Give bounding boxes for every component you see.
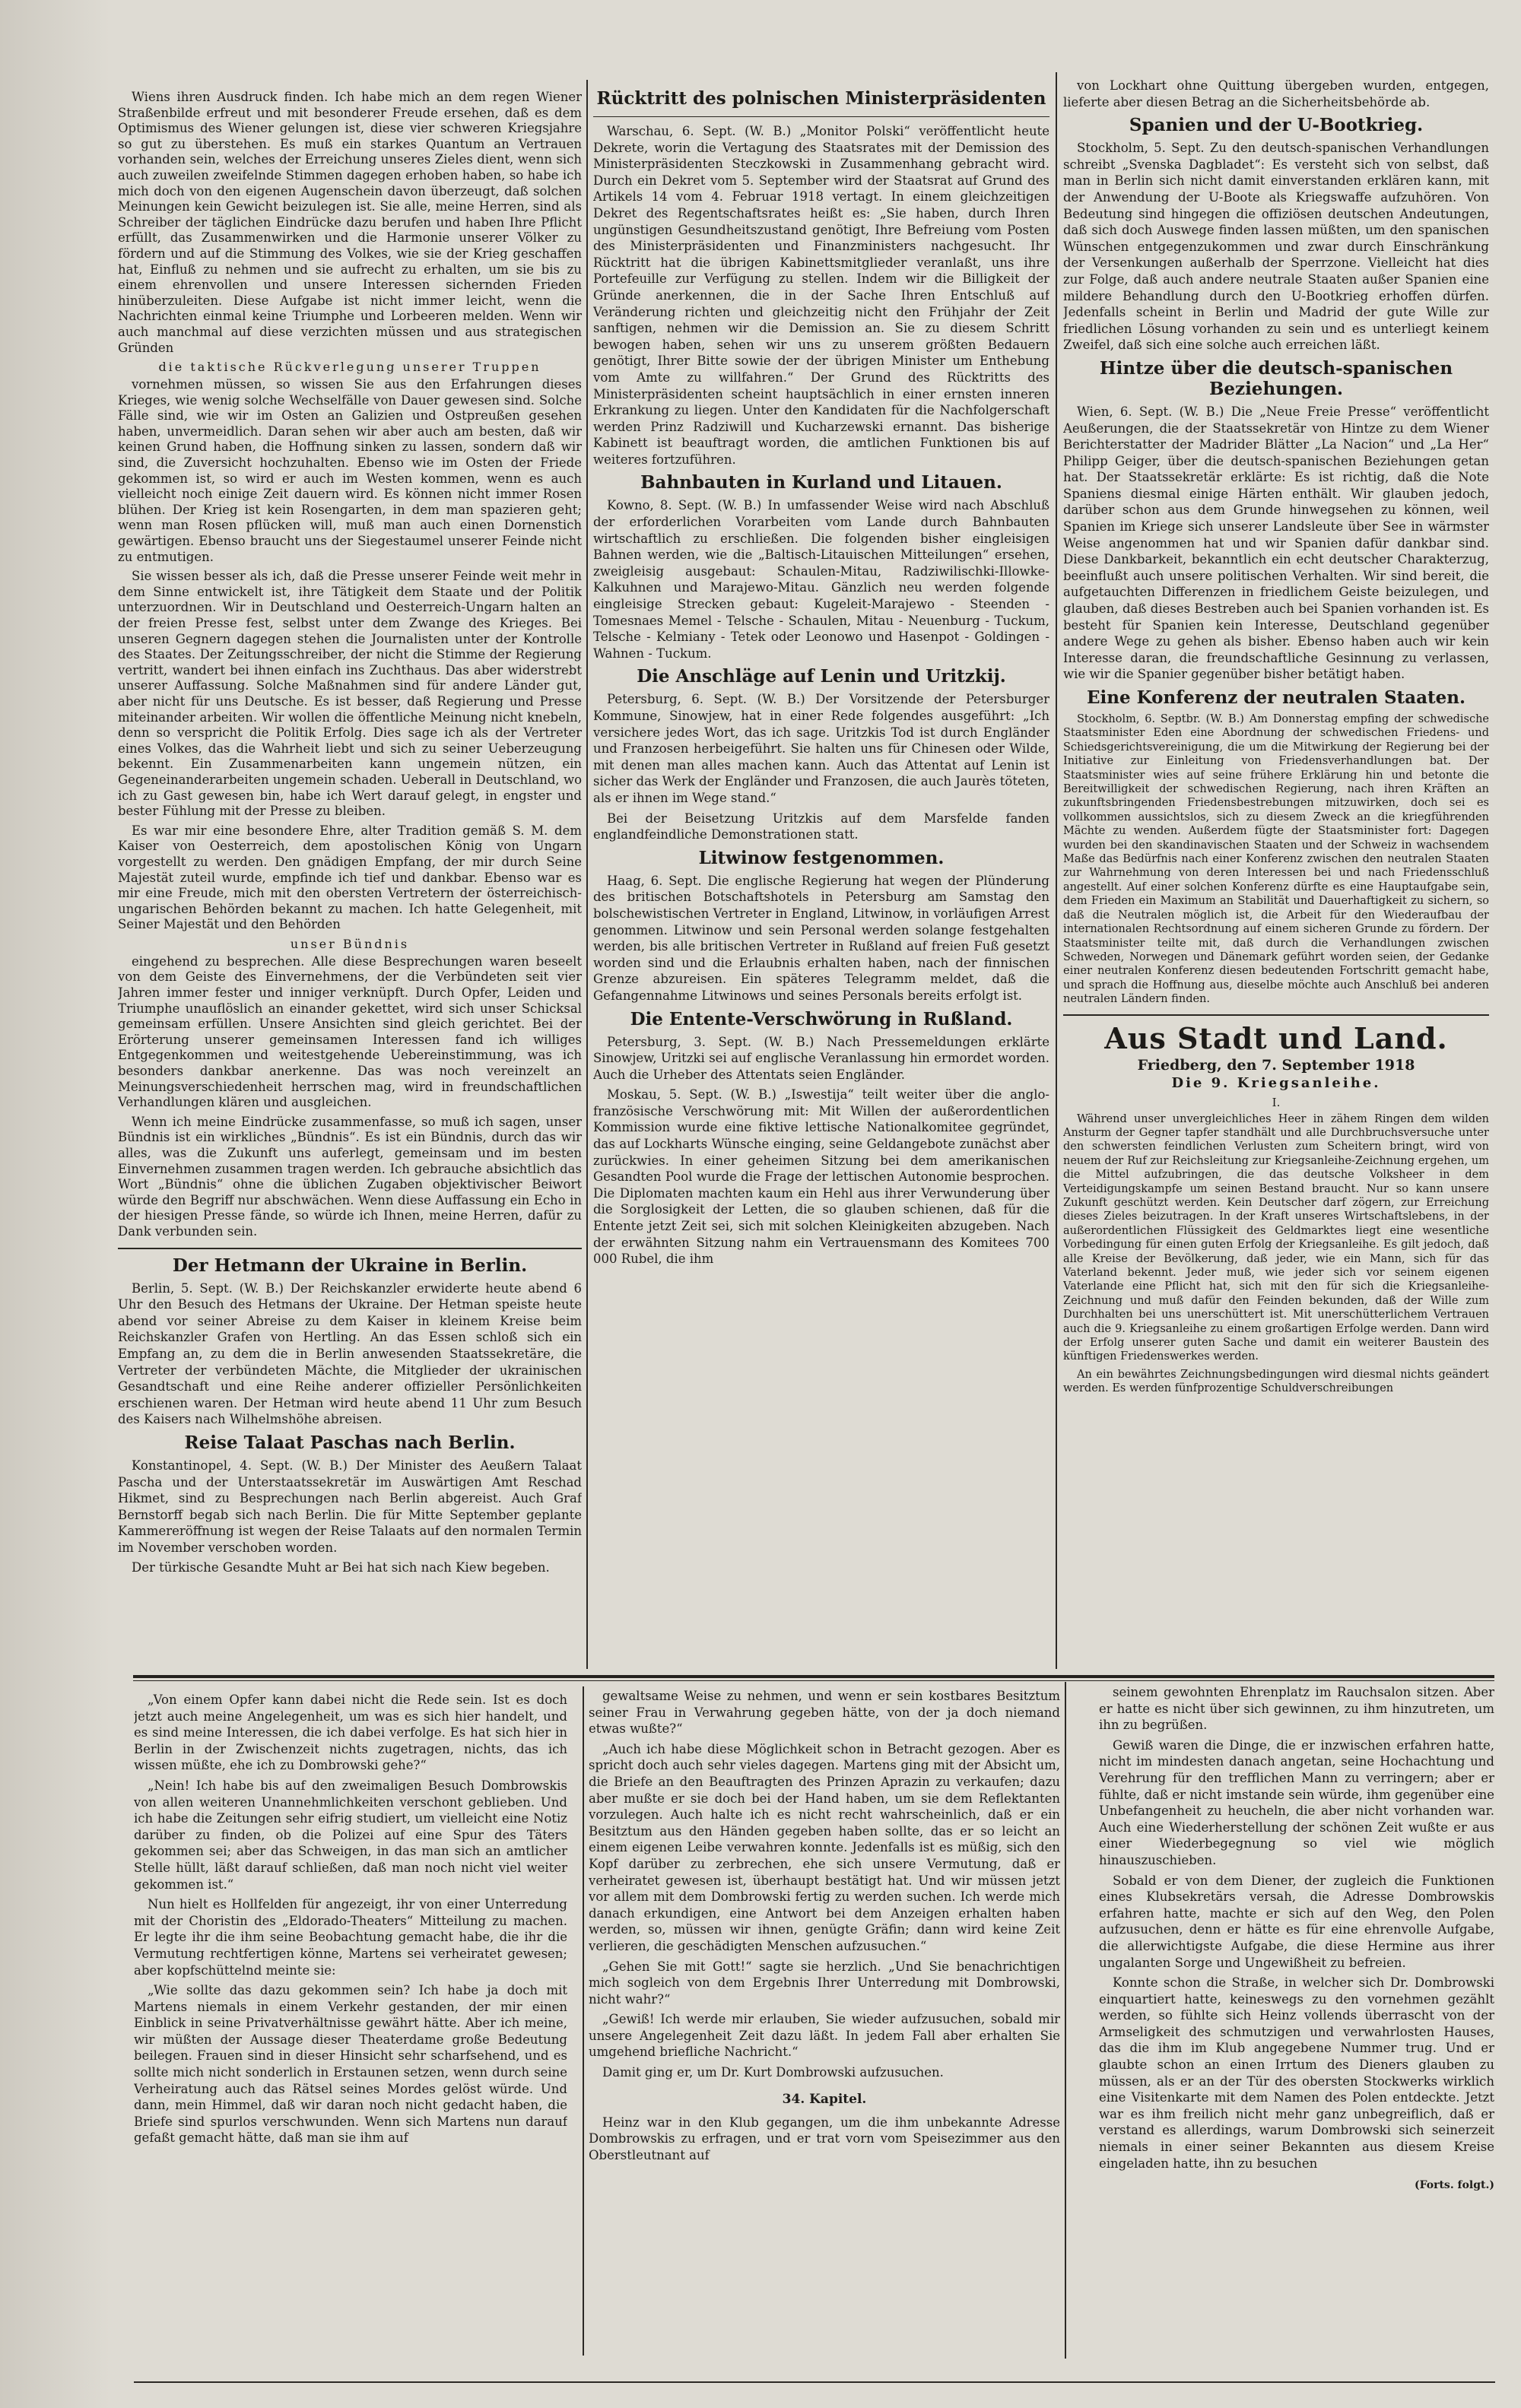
article-paragraph: Stockholm, 5. Sept. Zu den deutsch-spanischen Verhandlungen schreibt „Svenska Dagbladet“: Es versteht sich von selbst, daß man in Berlin sich nicht damit einverstanden erklären kann, mit der Anwendung der U-Boote als Kriegswaffe aufzuhören. Von Bedeutung sind hingegen die offiziösen deutschen Andeutungen, daß sich doch Auswege finden lassen müßten, um den spanischen Wünschen entgegenzukommen und zwar durch Einschränkung der Versenkungen außerhalb der Sperrzone. Vielleicht hat dies zur Folge, daß auch andere neutrale Staaten außer Spanien eine mildere Behandlung durch den U-Bootkrieg erhoffen dürfen. Jedenfalls scheint in Berlin und Madrid der gute Wille zur friedlichen Lösung vorhanden zu sein und es unterliegt keinem Zweifel, daß sich eine solche auch erreichen läßt. xyxy=(1063,141,1489,353)
column-divider xyxy=(1056,72,1057,1669)
column-3 xyxy=(1063,78,1489,1667)
story-paragraph: „Gewiß! Ich werde mir erlauben, Sie wieder aufzusuchen, sobald mir unsere Angelegenheit Zeit dazu läßt. In jedem Fall aber erhalten Sie umgehend briefliche Nachricht.“ xyxy=(589,2012,1060,2060)
article-paragraph: Wenn ich meine Eindrücke zusammenfasse, so muß ich sagen, unser Bündnis ist ein wirkliches „Bündnis“. Es ist ein Bündnis, durch das wir alles, was die Zukunft uns auferlegt, gemeinsam und im besten Einvernehmen zusammen tragen werden. Ich gebrauche absichtlich das Wort „Bündnis“ ohne die üblichen Zugaben objektivischer Beiwort würde den Begriff nur abschwächen. Wenn diese Auffassung ein Echo in der hiesigen Presse fände, so würde ich Ihnen, meine Herren, dafür zu Dank verbunden sein. xyxy=(118,1114,582,1239)
article-paragraph: Während unser unvergleichliches Heer in zähem Ringen dem wilden Ansturm der Gegner tapfer standhält und alle Durchbruchsversuche unter den schwersten feindlichen Verlusten zum Scheitern bringt, wird von neuem der Ruf zur Reichsleitung zur Kriegsanleihe-Zeichnung ergehen, um die Mittel aufzubringen, die das deutsche Volksheer in dem Verteidigungskampfe um seinen Bestand braucht. Nur so kann unsere Zukunft geschützt werden. Kein Deutscher darf zögern, zur Erreichung dieses Zieles beizutragen. In der Kraft unseres Wirtschaftslebens, in der außerordentlichen Flüssigkeit des Geldmarktes liegt eine wesentliche Vorbedingung für einen guten Erfolg der Kriegsanleihe. Es gilt jedoch, daß alle Kreise der Bevölkerung, daß jeder, wie ein Mann, sich für das Vaterland bekennt. Jeder muß, wie jeder sich vor seinem eigenen Vaterlande eine Pflicht hat, sich mit den für sich die Kriegsanleihe-Zeichnung und muß dafür den Feinden bekunden, daß der Wille zum Durchhalten bei uns unerschüttert ist. Mit unerschütterlichem Vertrauen auch die 9. Kriegsanleihe zu einem großartigen Erfolge werden. Dann wird der Erfolg unserer guten Sache und damit ein weiterer Baustein des künftigen Friedenswerkes werden. xyxy=(1063,1112,1489,1363)
article-paragraph: Bei der Beisetzung Uritzkis auf dem Marsfelde fanden englandfeindliche Demonstrationen statt. xyxy=(593,811,1049,842)
article-paragraph: Konstantinopel, 4. Sept. (W. B.) Der Minister des Aeußern Talaat Pascha und der Unterstaatssekretär im Auswärtigen Amt Reschad Hikmet, sind zu Besprechungen nach Berlin abgereist. Auch Graf Bernstorff begab sich nach Berlin. Die für Mitte September geplante Kammereröffnung ist wegen der Reise Talaats auf den normalen Termin im November verschoben worden. xyxy=(118,1458,582,1555)
article-paragraph: An ein bewährtes Zeichnungsbedingungen wird diesmal nichts geändert werden. Es werden fünfprozentige Schuldverschreibungen xyxy=(1063,1368,1489,1395)
headline-bahnbauten: Bahnbauten in Kurland und Litauen. xyxy=(640,472,1002,493)
article-paragraph: Wien, 6. Sept. (W. B.) Die „Neue Freie Presse“ veröffentlicht Aeußerungen, die der Staatssekretär von Hintze zu dem Wiener Berichterstatter der Madrider Blätter „La Nacion“ und „La Her“ Philipp Geiger, über die deutsch-spanischen Beziehungen getan hat. Der Staatssekretär erklärte: Es ist richtig, daß die Note Spaniens diesmal einige Härten enthält. Wir glauben jedoch, darüber schon aus dem Grunde hinwegsehen zu können, weil Spanien im Kriege sich unserer Landsleute über See in wärmster Weise angenommen hat und wir Spanien dafür dankbar sind. Diese Dankbarkeit, bekanntlich ein echt deutscher Charakterzug, beeinflußt auch unsere politischen Verhalten. Wir sind bereit, die aufgetauchten Differenzen in friedlichem Geiste beizulegen, und glauben, daß dieses Bestreben auch bei Spanien vorhanden ist. Es besteht für Spanien kein Interesse, Deutschland gegenüber andere Wege zu gehen als bisher. Ebenso haben auch wir kein Interesse daran, die freundschaftliche Gesinnung zu verlassen, wie wir die Spanier gegenüber bisher betätigt haben. xyxy=(1063,404,1489,682)
section-title-stadt-land: Aus Stadt und Land. xyxy=(1104,1020,1448,1055)
spaced-subheading: unser Bündnis xyxy=(290,936,410,951)
section-rule xyxy=(1063,1014,1489,1016)
article-paragraph: Wiens ihren Ausdruck finden. Ich habe mich an dem regen Wiener Straßenbilde erfreut und mit besonderer Freude ersehen, daß es dem Optimismus des Wiener gelungen ist, diese vier schweren Kriegsjahre so gut zu überstehen. Es muß ein starkes Quantum an Vertrauen vorhanden sein, welches der Erreichung unseres Zieles dient, wenn sich auch zuweilen zweifelnde Stimmen dagegen erhoben haben, so habe ich mich doch von den eigenen Augenschein davon überzeugt, daß solchen Meinungen kein Gewicht beizulegen ist. Sie alle, meine Herren, sind als Schreiber der täglichen Eindrücke dazu berufen und haben Ihre Pflicht erfüllt, das Zusammenwirken und die Harmonie unserer Völker zu fördern und auf die Stimmung des Volkes, wie sie der Krieg geschaffen hat, Einfluß zu nehmen und sie aufrecht zu erhalten, um sie bis zu einem ehrenvollen und unsere Interessen sichernden Frieden hinüberzuleiten. Diese Aufgabe ist nicht immer leicht, wenn die Nachrichten einmal keine Triumphe und Lorbeeren melden. Wenn wir auch manchmal auf diese verzichten müssen und aus strategischen Gründen xyxy=(118,90,582,355)
headline-litwinow: Litwinow festgenommen. xyxy=(698,847,945,868)
headline-hintze: Hintze über die deutsch-spanischen Beziehungen. xyxy=(1099,357,1453,399)
feuilleton-column-3 xyxy=(1099,1684,1494,2368)
article-paragraph: von Lockhart ohne Quittung übergeben wurden, entgegen, lieferte aber diesen Betrag an die Sicherheitsbehörde ab. xyxy=(1063,78,1489,109)
article-paragraph: Stockholm, 6. Septbr. (W. B.) Am Donnerstag empfing der schwedische Staatsminister Eden eine Abordnung der schwedischen Friedens- und Schiedsgerichtsvereinigung, die um die Mitwirkung der Regierung bei der Initiative zur Einleitung von Friedensverhandlungen bat. Der Staatsminister wies auf seine frühere Erklärung hin und betonte die Bereitwilligkeit der schwedischen Regierung, nach ihren Kräften an zukunftsbringenden Friedensbestrebungen mitzuwirken, doch sei es vollkommen aussichtslos, sich zu diesem Zweck an die kriegführenden Mächte zu wenden. Außerdem fügte der Staatsminister fort: Dagegen wurden bei den skandinavischen Staaten und der Schweiz in wachsendem Maße das Bedürfnis nach einer Konferenz zwischen den neutralen Staaten zur Wahrnehmung von deren Interessen bei und nach Friedensschluß angestellt. Auf einer solchen Konferenz dürfte es eine Hauptaufgabe sein, dem Frieden ein Maximum an Stabilität und Dauerhaftigkeit zu sichern, so daß die Neutralen möglich ist, die Arbeit für den Wiederaufbau der internationalen Rechtsordnung auf einem sicheren Grunde zu fördern. Der Staatsminister teilte mit, daß durch die Verhandlungen zwischen Schweden, Norwegen und Dänemark geführt worden seien, der Gedanke einer neutralen Konferenz diesen bedeutenden Fortschritt gemacht habe, und sprach die Hoffnung aus, dieselbe möchte auch Anschluß bei anderen neutralen Ländern finden. xyxy=(1063,713,1489,1006)
column-1 xyxy=(118,90,582,1664)
article-paragraph: Moskau, 5. Sept. (W. B.) „Iswestija“ teilt weiter über die anglo-französische Verschwörung mit: Mit Willen der außerordentlichen Kommission wurde eine fiktive lettische Nationalkomitee gegründet, das auf Lockharts Wünsche einging, seine Geldangebote zunächst aber zurückwies. In einer geheimen Sitzung bei dem amerikanischen Gesandten Pool wurde die Frage der lettischen Autonomie besprochen. Die Diplomaten machten kaum ein Hehl aus ihrer Verwunderung über die Sorglosigkeit der Letten, die so glauben schienen, daß für die Entente jetzt Zeit sei, sich mit solchen Kleinigkeiten abzugeben. Nach der erwähnten Sitzung nahm ein Vertrauensmann des Komitees 700 000 Rubel, die ihm xyxy=(593,1087,1049,1267)
headline-anschlaege: Die Anschläge auf Lenin und Uritzkij. xyxy=(637,666,1006,687)
article-paragraph: Warschau, 6. Sept. (W. B.) „Monitor Polski“ veröffentlicht heute Dekrete, worin die Vertagung des Staatsrates mit der Demission des Ministerpräsidenten Steczkowski in Zusammenhang gebracht wird. Durch ein Dekret vom 5. September wird der Staatsrat auf Grund des Artikels 14 vom 4. Februar 1918 vertagt. In einem gleichzeitigen Dekret des Regentschaftsrates heißt es: „Sie haben, durch Ihren ungünstigen Gesundheitszustand genötigt, Ihre Befreiung vom Posten des Ministerpräsidenten und Finanzministers nachgesucht. Ihr Rücktritt hat die übrigen Kabinettsmitglieder veranlaßt, uns ihre Portefeuille zur Verfügung zu stellen. Indem wir die Billigkeit der Gründe anerkennen, die in der Sache Ihren Entschluß auf Veränderung richten und gleichzeitig nicht den Frühjahr der Zeit sanftigen, nehmen wir die Demission an. Sie zu diesem Schritt bewogen haben, sehen wir uns zu unserem größten Bedauern genötigt, Ihrer Bitte sowie der der übrigen Minister um Enthebung vom Amte zu willfahren.“ Der Grund des Rücktritts des Ministerpräsidenten scheint hauptsächlich in einer ernsten inneren Erkrankung zu liegen. Unter den Kandidaten für die Nachfolgerschaft werden Prinz Radziwill und Kucharzewski ernannt. Das bisherige Kabinett ist beauftragt worden, die amtlichen Funktionen bis auf weiteres fortzuführen. xyxy=(593,124,1049,467)
story-paragraph: Heinz war in den Klub gegangen, um die ihm unbekannte Adresse Dombrowskis zu erfragen, und er trat vorn vom Speisezimmer aus den Oberstleutnant auf xyxy=(589,2115,1060,2162)
story-paragraph: seinem gewohnten Ehrenplatz im Rauchsalon sitzen. Aber er hatte es nicht über sich gewinnen, zu ihm hinzutreten, um ihn zu begrüßen. xyxy=(1099,1685,1494,1733)
column-divider xyxy=(583,1686,584,2356)
headline-ruecktritt: Rücktritt des polnischen Ministerpräsidenten xyxy=(596,88,1046,109)
feuilleton-divider-thin xyxy=(133,1680,1494,1681)
story-paragraph: gewaltsame Weise zu nehmen, und wenn er sein kostbares Besitztum seiner Frau in Verwahrung gegeben hätte, von der ja doch niemand etwas wußte?“ xyxy=(589,1689,1060,1737)
article-paragraph: Der türkische Gesandte Muht ar Bei hat sich nach Kiew begeben. xyxy=(132,1560,550,1575)
article-paragraph: Sie wissen besser als ich, daß die Presse unserer Feinde weit mehr in dem Sinne entwickelt ist, ihre Tätigkeit dem Staate und der Politik unterzuordnen. Wir in Deutschland und Oesterreich-Ungarn halten an der freien Presse fest, selbst unter dem Zwange des Krieges. Bei unseren Gegnern dagegen stehen die Journalisten unter der Kontrolle des Staates. Der Zeitungsschreiber, der nicht die Stimme der Regierung vertritt, wandert bei ihnen einfach ins Zuchthaus. Das aber widerstrebt unserer Auffassung. Solche Maßnahmen sind für andere Länder gut, aber nicht für uns Deutsche. Es ist besser, daß Regierung und Presse miteinander arbeiten. Wir wollen die öffentliche Meinung nicht knebeln, denn so verspricht die Politik Erfolg. Dies sage ich als der Vertreter eines Volkes, das die Wahrheit liebt und sich zu seiner Ueberzeugung bekennt. Ein Zusammenarbeiten kann ungemein nützen, ein Gegeneinanderarbeiten ungemein schaden. Ueberall in Deutschland, wo ich zu Gast gewesen bin, habe ich Wert darauf gelegt, in engster und bester Fühlung mit der Presse zu bleiben. xyxy=(118,569,582,819)
subheading-kriegsanleihe: Die 9. Kriegsanleihe. xyxy=(1171,1074,1381,1091)
spaced-subheading: die taktische Rückverlegung unserer Truppen xyxy=(158,360,541,375)
headline-hetmann: Der Hetmann der Ukraine in Berlin. xyxy=(172,1255,528,1276)
headline-konferenz: Eine Konferenz der neutralen Staaten. xyxy=(1087,687,1465,708)
story-paragraph: „Wie sollte das dazu gekommen sein? Ich habe ja doch mit Martens niemals in einem Verkehr gestanden, der mir einen Einblick in seine Privatverhältnisse gewährt hätte. Aber ich meine, wir müßten der Aussage dieser Theaterdame große Bedeutung beilegen. Frauen sind in dieser Hinsicht sehr scharfsehend, und es sollte mich nicht sonderlich in Erstaunen setzen, wenn durch seine Verheiratung auch das Rätsel seines Mordes gelöst würde. Und dann, mein Himmel, daß wir daran noch nicht gedacht haben, die Briefe sind spurlos verschwunden. Wenn sich Martens nun darauf gefaßt gemacht hätte, daß man sie ihm auf xyxy=(134,1983,567,2146)
section-rule xyxy=(118,1248,582,1249)
headline-talaat: Reise Talaat Paschas nach Berlin. xyxy=(184,1432,516,1453)
part-number: I. xyxy=(1272,1095,1281,1109)
feuilleton-column-2 xyxy=(589,1688,1060,2365)
article-paragraph: Haag, 6. Sept. Die englische Regierung hat wegen der Plünderung des britischen Botschaftshotels in Petersburg am Samstag den bolschewistischen Vertreter in England, Litwinow, in vorläufigen Arrest genommen. Litwinow und sein Personal werden solange festgehalten werden, bis alle britischen Vertreter in Rußland auf freien Fuß gesetzt worden sind und die Erlaubnis erhalten haben, nach der finnischen Grenze abzureisen. Ein späteres Telegramm meldet, daß die Gefangennahme Litwinows und seines Personals bereits erfolgt ist. xyxy=(593,873,1049,1003)
story-paragraph: „Nein! Ich habe bis auf den zweimaligen Besuch Dombrowskis von allen weiteren Unannehmlichkeiten verschont geblieben. Und ich habe die Zeitungen sehr eifrig studiert, um vielleicht eine Notiz darüber zu finden, ob die Polizei auf eine Spur des Täters gekommen sei; aber das Schweigen, in das man sich an amtlicher Stelle hüllt, läßt darauf schließen, daß man noch nicht viel weiter gekommen ist.“ xyxy=(134,1778,567,1892)
story-paragraph: „Gehen Sie mit Gott!“ sagte sie herzlich. „Und Sie benachrichtigen mich sogleich von dem Ergebnis Ihrer Unterredung mit Dombrowski, nicht wahr?“ xyxy=(589,1959,1060,2007)
story-paragraph: Konnte schon die Straße, in welcher sich Dr. Dombrowski einquartiert hatte, keineswegs zu den vornehmen gezählt werden, so fühlte sich Heinz vollends überrascht von der Armseligkeit des schmutzigen und verwahrlosten Hauses, das die ihm im Klub angegebene Nummer trug. Und er glaubte schon an einen Irrtum des Dieners glauben zu müssen, als er an der Tür des obersten Stockwerks wirklich eine Visitenkarte mit dem Namen des Polen entdeckte. Jetzt war es ihm freilich nicht mehr ganz unbegreiflich, daß er verstand es allerdings, warum Dombrowski sich seinerzeit niemals in einer seiner Bekannten aus diesem Kreise eingeladen hatte, ihn zu besuchen xyxy=(1099,1975,1494,2171)
headline-spanien: Spanien und der U-Bootkrieg. xyxy=(1129,115,1424,136)
dateline: Friedberg, den 7. September 1918 xyxy=(1137,1056,1415,1074)
column-2 xyxy=(593,84,1049,1665)
article-paragraph: Es war mir eine besondere Ehre, alter Tradition gemäß S. M. dem Kaiser von Oesterreich, dem apostolischen König von Ungarn vorgestellt zu werden. Den gnädigen Empfang, der mir durch Seine Majestät zuteil wurde, empfinde ich tief und dankbar. Ebenso war es mir eine Freude, mich mit den obersten Vertretern der österreichisch-ungarischen Behörden bekannt zu machen. Ich hatte Gelegenheit, mit Seiner Majestät und den Behörden xyxy=(118,823,582,932)
story-paragraph: „Auch ich habe diese Möglichkeit schon in Betracht gezogen. Aber es spricht doch auch sehr vieles dagegen. Martens ging mit der Absicht um, die Briefe an den Beauftragten des Prinzen Aprazin zu verkaufen; dazu aber mußte er sie doch bei der Hand haben, um sie dem Reflektanten vorzulegen. Auch halte ich es nicht recht wahrscheinlich, daß er ein Besitztum aus den Händen gegeben haben sollte, das er so leicht an einem eigenen Leibe verwahren konnte. Jedenfalls ist es müßig, sich den Kopf darüber zu zerbrechen, ehe sich unsere Vermutung, daß er verheiratet gewesen ist, überhaupt bestätigt hat. Und wir müssen jetzt vor allem mit dem Dombrowski fertig zu werden suchen. Ich werde mich danach erkundigen, eine Antwort bei dem Anzeigen erhalten haben werden, so, müssen wir ihnen, genügte Gräfin; dann wird keine Zeit verlieren, die geschädigten Menschen aufzusuchen.“ xyxy=(589,1741,1060,1953)
column-divider xyxy=(1065,1682,1066,2359)
column-divider xyxy=(586,80,588,1669)
feuilleton-divider xyxy=(133,1675,1494,1678)
headline-entente: Die Entente-Verschwörung in Rußland. xyxy=(630,1008,1013,1030)
story-paragraph: Gewiß waren die Dinge, die er inzwischen erfahren hatte, nicht im mindesten danach angetan, seine Hochachtung und Verehrung für den trefflichen Mann zu verringern; aber er fühlte, daß er nicht imstande sein würde, ihm gegenüber eine Unbefangenheit zu heucheln, die aber nicht vorhanden war. Auch eine Wiederherstellung der schönen Zeit wußte er aus einer Wiederbegegnung so viel wie möglich hinauszuschieben. xyxy=(1099,1737,1494,1867)
article-paragraph: Petersburg, 6. Sept. (W. B.) Der Vorsitzende der Petersburger Kommune, Sinowjew, hat in einer Rede folgendes ausgeführt: „Ich versichere jedes Wort, das ich sage. Uritzkis Tod ist durch Engländer und Franzosen herbeigeführt. Sie halten uns für Chinesen oder Wilde, mit denen man alles machen kann. Auch das Attentat auf Lenin ist sicher das Werk der Engländer und Franzosen, die auch Jaurès töteten, als er ihnen im Wege stand.“ xyxy=(593,692,1049,805)
story-paragraph: Nun hielt es Hollfelden für angezeigt, ihr von einer Unterredung mit der Choristin des „Eldorado-Theaters“ Mitteilung zu machen. Er legte ihr die ihm seine Beobachtung gemacht habe, die ihr die Vermutung rechtfertigen könne, Martens sei verheiratet gewesen; aber kopfschüttelnd meinte sie: xyxy=(134,1897,567,1978)
article-paragraph: Berlin, 5. Sept. (W. B.) Der Reichskanzler erwiderte heute abend 6 Uhr den Besuch des Hetmans der Ukraine. Der Hetman speiste heute abend vor seiner Abreise zu dem Kaiser in kleinem Kreise beim Reichskanzler Grafen von Hertling. An das Essen schloß sich ein Empfang an, zu dem die in Berlin anwesenden Staatssekretäre, die Vertreter der verbündeten Mächte, die Mitglieder der ukrainischen Gesandtschaft und eine Reihe anderer offizieller Persönlichkeiten erschienen waren. Der Hetman wird heute abend 11 Uhr zum Besuch des Kaisers nach Wilhelmshöhe abreisen. xyxy=(118,1280,582,1427)
article-paragraph: vornehmen müssen, so wissen Sie aus den Erfahrungen dieses Krieges, wie wenig solche Wechselfälle von Dauer gewesen sind. Solche Fälle sind, wie wir im Osten an Galizien und Ostpreußen gesehen haben, unvermeidlich. Daran sehen wir aber auch am besten, daß wir keinen Grund haben, die Hoffnung sinken zu lassen, sondern daß wir sind, die Zuversicht hochzuhalten. Ebenso wie im Osten der Friede gekommen ist, so wird er auch im Westen kommen, wenn es auch vielleicht noch einige Zeit dauern wird. Es können nicht immer Rosen blühen. Der Krieg ist kein Rosengarten, in dem man spazieren geht; wenn man Rosen pflücken will, muß man auch einen Dornenstich gewärtigen. Ebenso braucht uns der Siegestaumel unserer Feinde nicht zu entmutigen. xyxy=(118,377,582,564)
story-paragraph: „Von einem Opfer kann dabei nicht die Rede sein. Ist es doch jetzt auch meine Angelegenheit, um was es sich hier handelt, und es sind meine Interessen, die ich dabei verfolge. Es hat sich hier in Berlin in der Zwischenzeit nichts zugetragen, nichts, das ich wissen müßte, ehe ich zu Dombrowski gehe?“ xyxy=(134,1693,567,1773)
article-paragraph: Kowno, 8. Sept. (W. B.) In umfassender Weise wird nach Abschluß der erforderlichen Vorarbeiten vom Lande durch Bahnbauten wirtschaftlich zu erschließen. Die folgenden bisher eingleisigen Bahnen werden, wie die „Baltisch-Litauischen Mitteilungen“ ersehen, zweigleisig ausgebaut: Schaulen-Mitau, Radziwilischki-Illowke-Kalkuhnen und Marajewo-Mitau. Gänzlich neu werden folgende eingleisige Strecken gebaut: Kugeleit-Marajewo - Steenden - Tomesnaes Memel - Telsche - Schaulen, Mitau - Neuenburg - Tuckum, Telsche - Kelmiany - Tetek oder Leonowo und Hasenpot - Goldingen - Wahnen - Tuckum. xyxy=(593,498,1049,661)
story-paragraph: Sobald er von dem Diener, der zugleich die Funktionen eines Klubsekretärs versah, die Adresse Dombrowskis erfahren hatte, machte er sich auf den Weg, den Polen aufzusuchen, denn er hätte es für eine ehrenvolle Aufgabe, die allerwichtigste Aufgabe, die diese Hermine aus ihrer ungalanten Sorge und Ungewißheit zu befreien. xyxy=(1099,1873,1494,1970)
section-rule xyxy=(593,116,1049,117)
story-paragraph: Damit ging er, um Dr. Kurt Dombrowski aufzusuchen. xyxy=(602,2065,944,2080)
article-paragraph: Petersburg, 3. Sept. (W. B.) Nach Pressemeldungen erklärte Sinowjew, Uritzki sei auf englische Veranlassung hin ermordet worden. Auch die Urheber des Attentats seien Engländer. xyxy=(593,1034,1049,1082)
chapter-heading: 34. Kapitel. xyxy=(782,2091,867,2107)
article-paragraph: eingehend zu besprechen. Alle diese Besprechungen waren beseelt von dem Geiste des Einvernehmens, der die Verbündeten seit vier Jahren immer fester und inniger verknüpft. Durch Opfer, Leiden und Triumphe unauflöslich an einander gekettet, wird sich unser Schicksal gemeinsam erfüllen. Unsere Ansichten sind gleich gerichtet. Bei der Erörterung unserer gemeinsamen Interessen fand ich williges Entgegenkommen und weitestgehende Uebereinstimmung, was ich besonders dankbar anerkenne. Das was noch vereinzelt an Meinungsverschiedenheit herrschen mag, wird in freundschaftlichen Verhandlungen klären und ausgleichen. xyxy=(118,953,582,1110)
page-gutter-shadow xyxy=(0,0,110,2408)
bottom-rule xyxy=(134,2381,1495,2383)
feuilleton-column-1 xyxy=(134,1692,567,2368)
continuation-note: (Forts. folgt.) xyxy=(1414,2179,1494,2192)
